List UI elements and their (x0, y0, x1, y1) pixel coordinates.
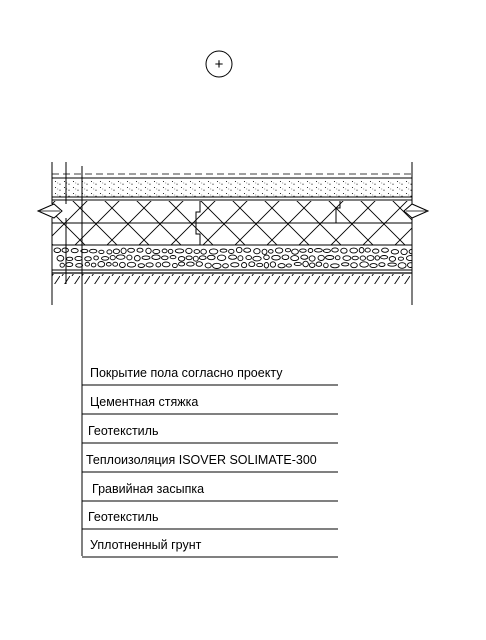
level-marker-icon (206, 51, 232, 77)
floor-covering-layer (52, 174, 412, 178)
callout-label: Геотекстиль (88, 510, 159, 524)
svg-text:+: + (214, 56, 224, 73)
insulation-layer (52, 201, 412, 245)
callout-label: Геотекстиль (88, 424, 159, 438)
callout-gravel (82, 482, 338, 501)
callout-label: Уплотненный грунт (90, 538, 202, 552)
callout-compacted-soil (82, 538, 338, 557)
callout-cement-screed (82, 395, 338, 414)
callout-label: Гравийная засыпка (92, 482, 205, 496)
compacted-soil-layer (52, 273, 412, 284)
callout-label: Цементная стяжка (90, 395, 199, 409)
callout-label: Покрытие пола согласно проекту (90, 366, 283, 380)
layer-callouts (82, 366, 338, 557)
callout-label: Теплоизоляция ISOVER SOLIMATE-300 (86, 453, 317, 467)
callout-floor-covering (82, 366, 338, 385)
callout-insulation (82, 453, 338, 472)
callout-geotextile-bottom (82, 510, 338, 529)
cement-screed-layer (52, 179, 412, 197)
gravel-layer (54, 247, 416, 268)
callout-geotextile-top (82, 424, 338, 443)
